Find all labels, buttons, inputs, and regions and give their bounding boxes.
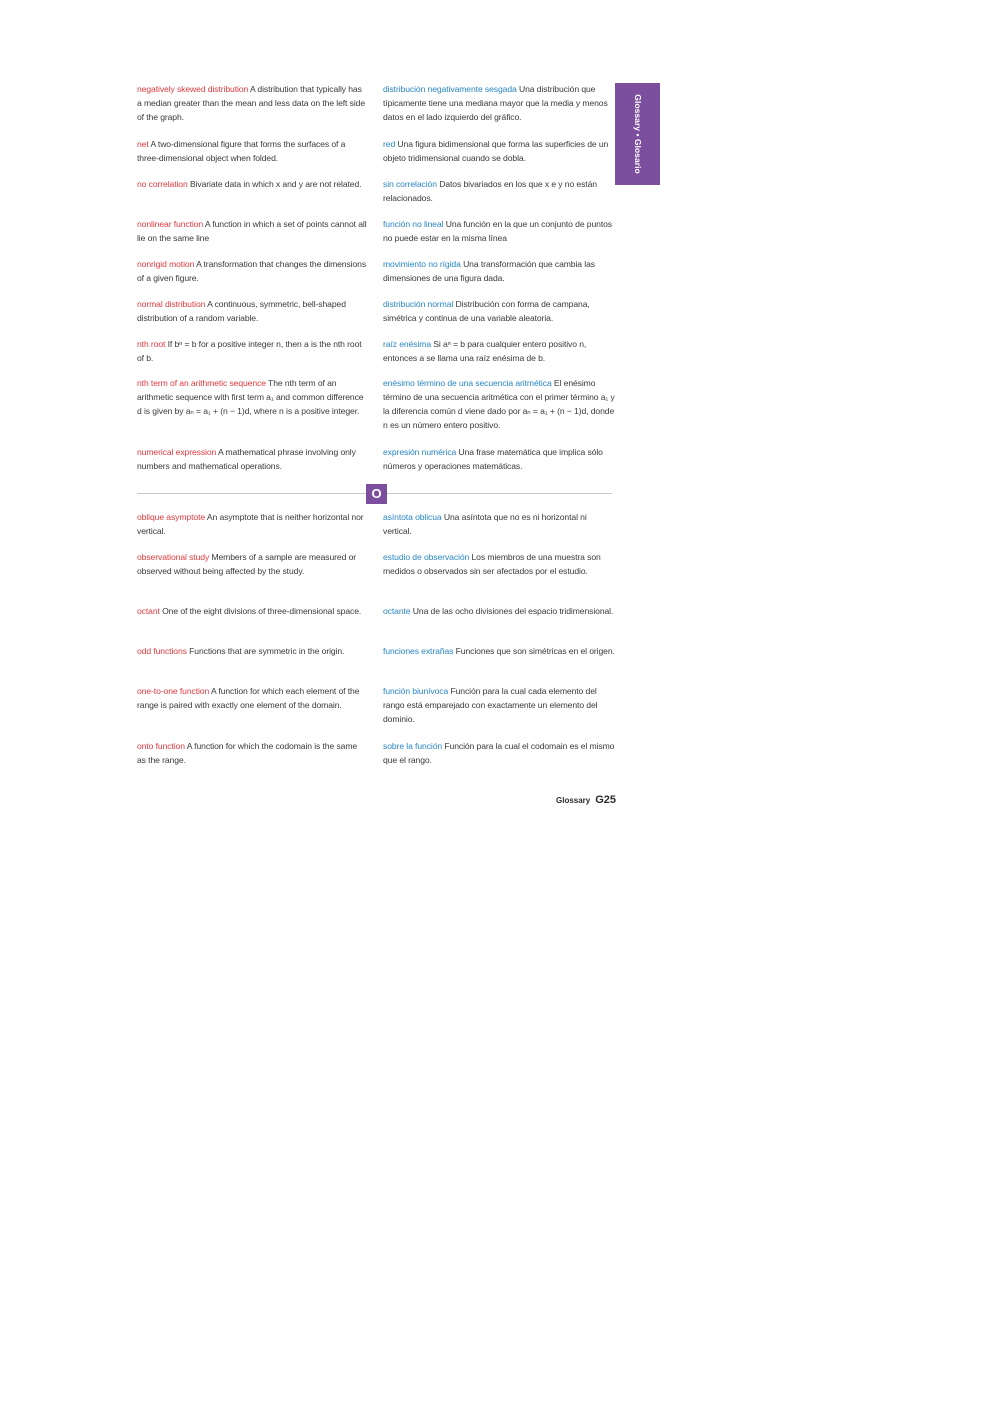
glossary-entry-english (137, 604, 367, 618)
glossary-entry-english (137, 337, 367, 365)
entry-term: enésimo término de una secuencia aritmética (383, 378, 552, 388)
entry-term: onto function (137, 741, 185, 751)
glossary-entry-spanish (383, 337, 617, 365)
entry-term: no correlation (137, 179, 188, 189)
entry-term: numerical expression (137, 447, 217, 457)
footer-label: Glossary (556, 796, 591, 805)
entry-term: odd functions (137, 646, 187, 656)
entry-definition: Una figura bidimensional que forma las superficies de un objeto tridimensional cuando se dobla. (383, 139, 609, 163)
glossary-entry-english (137, 297, 367, 325)
entry-term: octante (383, 606, 411, 616)
glossary-entry-spanish (383, 604, 617, 618)
glossary-entry-english (137, 137, 367, 165)
entry-definition: Una función en la que un conjunto de puntos no puede estar en la misma línea (383, 219, 612, 243)
glossary-entry-spanish (383, 82, 617, 124)
glossary-entry-spanish (383, 510, 617, 538)
section-letter-badge: O (366, 484, 387, 504)
entry-term: one-to-one function (137, 686, 210, 696)
entry-definition: Los miembros de una muestra son medidos o observados sin ser afectados por el estudio. (383, 552, 601, 576)
glossary-entry-spanish (383, 739, 617, 767)
page-number: G25 (595, 794, 617, 806)
entry-definition: A function in which a set of points cannot all lie on the same line (137, 219, 367, 243)
entry-term: nth term of an arithmetic sequence (137, 378, 266, 388)
glossary-entry-english (137, 376, 367, 418)
entry-definition: Si aⁿ = b para cualquier entero positivo n, entonces a se llama una raíz enésima de b. (383, 339, 587, 363)
entry-term: función no lineal (383, 219, 444, 229)
entry-term: estudio de observación (383, 552, 470, 562)
entry-term: normal distribution (137, 299, 206, 309)
glossary-entry-english (137, 510, 367, 538)
glossary-entry-english (137, 82, 367, 124)
glossary-entry-english (137, 177, 367, 191)
entry-definition: A function for which the codomain is the same as the range. (137, 741, 358, 765)
entry-definition: Una distribución que típicamente tiene una mediana mayor que la media y menos datos en el lado izquierdo del gráfico. (383, 84, 608, 122)
entry-term: sobre la función (383, 741, 443, 751)
entry-term: raíz enésima (383, 339, 431, 349)
entry-definition: Una frase matemática que implica sólo números y operaciones matemáticas. (383, 447, 603, 471)
glossary-entry-spanish (383, 137, 617, 165)
entry-term: nth root (137, 339, 166, 349)
glossary-side-tab (615, 83, 660, 185)
glossary-entry-spanish (383, 644, 617, 658)
entry-definition: One of the eight divisions of three-dimensional space. (159, 606, 362, 616)
entry-term: nonlinear function (137, 219, 204, 229)
entry-term: movimiento no rígida (383, 259, 461, 269)
entry-term: expresión numérica (383, 447, 457, 457)
entry-term: distribución normal (383, 299, 454, 309)
entry-definition: If bⁿ = b for a positive integer n, then a is the nth root of b. (137, 339, 362, 363)
entry-definition: The nth term of an arithmetic sequence with first term a₁ and common difference d is given by aₙ = a₁ + (n − 1)d, where n is a positive integer. (137, 378, 364, 416)
entry-definition: A mathematical phrase involving only numbers and mathematical operations. (137, 447, 356, 471)
glossary-entry-english (137, 644, 367, 658)
entry-definition: Función para la cual cada elemento del rango está emparejado con exactamente un elemento del dominio. (383, 686, 598, 724)
entry-definition: El enésimo término de una secuencia aritmética con el primer término a₁ y la diferencia común d viene dado por aₙ = a₁ + (n − 1)d, donde n es un número entero positivo. (383, 378, 615, 430)
entry-definition: Una transformación que cambia las dimensiones de una figura dada. (383, 259, 595, 283)
glossary-entry-spanish (383, 445, 617, 473)
entry-term: sin correlación (383, 179, 437, 189)
glossary-entry-english (137, 445, 367, 473)
entry-term: red (383, 139, 396, 149)
entry-definition: A distribution that typically has a median greater than the mean and less data on the left side of the graph. (137, 84, 365, 122)
entry-term: funciones extrañas (383, 646, 454, 656)
entry-term: nonrigid motion (137, 259, 195, 269)
glossary-entry-spanish (383, 297, 617, 325)
entry-definition: Bivariate data in which x and y are not related. (187, 179, 362, 189)
entry-term: net (137, 139, 149, 149)
entry-definition: A continuous, symmetric, bell-shaped distribution of a random variable. (137, 299, 346, 323)
page-footer (556, 794, 636, 806)
glossary-entry-english (137, 550, 367, 578)
glossary-entry-spanish (383, 376, 617, 432)
entry-definition: Functions that are symmetric in the origin. (186, 646, 345, 656)
entry-definition: Datos bivariados en los que x e y no están relacionados. (383, 179, 597, 203)
glossary-entry-spanish (383, 684, 617, 726)
entry-definition: A two-dimensional figure that forms the surfaces of a three-dimensional object when folded. (137, 139, 346, 163)
entry-definition: Una asíntota que no es ni horizontal ni vertical. (383, 512, 587, 536)
glossary-entry-spanish (383, 550, 617, 578)
glossary-entry-english (137, 684, 367, 712)
entry-definition: An asymptote that is neither horizontal nor vertical. (137, 512, 364, 536)
entry-term: negatively skewed distribution (137, 84, 249, 94)
glossary-entry-english (137, 217, 367, 245)
entry-definition: Función para la cual el codomain es el mismo que el rango. (383, 741, 615, 765)
glossary-entry-spanish (383, 217, 617, 245)
entry-term: distribución negativamente sesgada (383, 84, 517, 94)
side-tab-label: Glossary • Glosario (632, 94, 643, 174)
entry-term: observational study (137, 552, 210, 562)
entry-term: función biunívoca (383, 686, 449, 696)
glossary-entry-english (137, 739, 367, 767)
entry-definition: Funciones que son simétricas en el origen. (453, 646, 615, 656)
entry-term: oblique asymptote (137, 512, 206, 522)
glossary-entry-spanish (383, 257, 617, 285)
entry-term: octant (137, 606, 160, 616)
entry-definition: Distribución con forma de campana, simétrica y continua de una variable aleatoria. (383, 299, 590, 323)
entry-definition: Una de las ocho divisiones del espacio tridimensional. (410, 606, 614, 616)
glossary-entry-spanish (383, 177, 617, 205)
entry-definition: A transformation that changes the dimensions of a given figure. (137, 259, 367, 283)
entry-definition: Members of a sample are measured or observed without being affected by the study. (137, 552, 357, 576)
entry-definition: A function for which each element of the range is paired with exactly one element of the domain. (137, 686, 360, 710)
entry-term: asíntota oblicua (383, 512, 442, 522)
glossary-entry-english (137, 257, 367, 285)
